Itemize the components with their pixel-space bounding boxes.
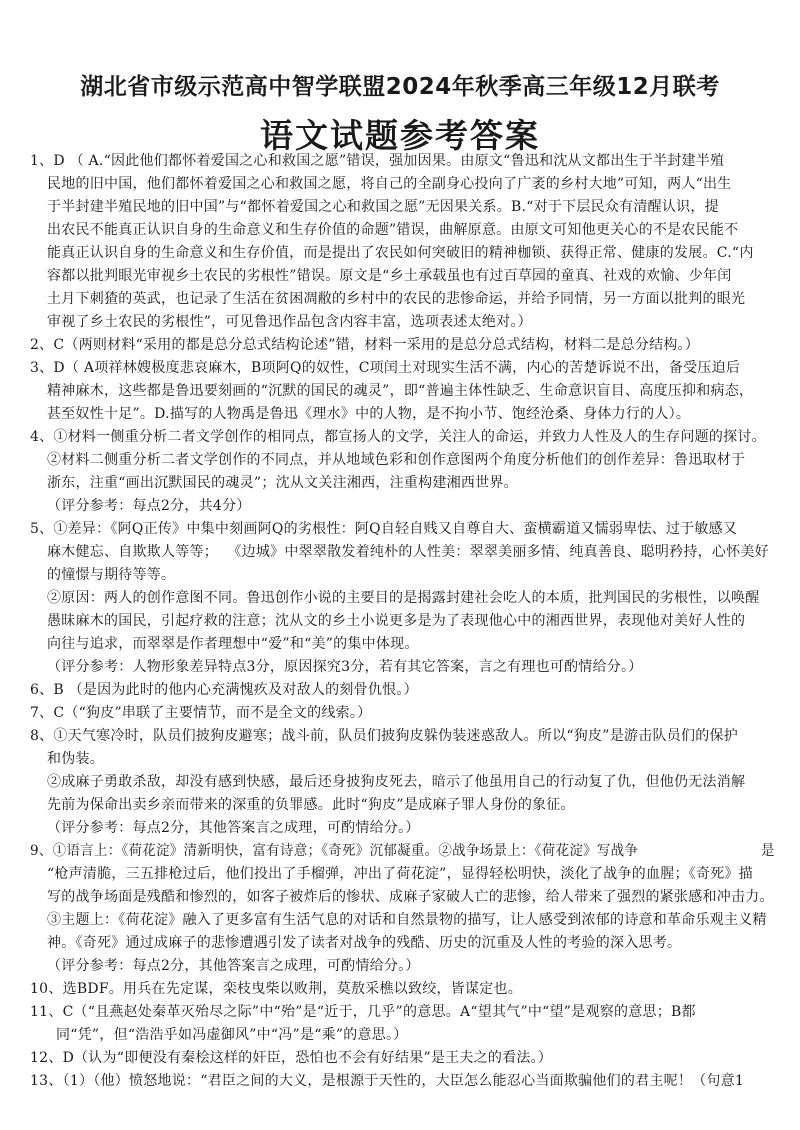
answer-q12-line-1: 12、D（认为“即便没有秦桧这样的奸臣，恐怕也不会有好结果”是王夫之的看法。） (30, 1050, 553, 1066)
answer-q5-line-2: 麻木健忘、自欺欺人等等； 《边城》中翠翠散发着纯朴的人性美：翠翠美丽多情、纯真善良、聪明矜持，心怀美好 (47, 544, 769, 560)
answer-q8-line-4: 先前为保命出卖乡亲而带来的深重的负罪感。此时“狗皮”是成麻子罪人身份的象征。 (47, 797, 575, 813)
answer-q8-line-3: ②成麻子勇敢杀敌，却没有感到快感，最后还身披狗皮死去，暗示了他虽用自己的行动复了仇，但他仍无法消解 (47, 774, 746, 790)
answer-q2-line-1: 2、C（两则材料“采用的都是总分总式结构论述”错，材料一采用的是总分总式结构，材料二是总分结构。） (30, 337, 700, 353)
answer-q5-scoring: （评分参考：人物形象差异特点3分，原因探究3分，若有其它答案，言之有理也可酌情给分。） (47, 659, 643, 675)
answer-q7-line-1: 7、C（“狗皮”串联了主要情节，而不是全文的线索。） (30, 705, 372, 721)
answer-q10-line-1: 10、选BDF。用兵在先定谋，栾枝曳柴以败荆，莫敖采樵以致绞，皆谋定也。 (30, 981, 523, 997)
answer-q8-line-1: 8、①天气寒冷时，队员们披狗皮避寒；战斗前，队员们披狗皮躲伪装迷惑敌人。所以“狗皮”是游击队员们的保护 (30, 728, 738, 744)
answer-q3-line-2: 精神麻木，这些都是鲁迅要刻画的“沉默的国民的魂灵”，即“普遍主体性缺乏、生命意识盲目、高度压抑和病态， (47, 383, 754, 399)
answer-q1-line-7: 土月下刺猹的英武，也记录了生活在贫困凋敝的乡村中的农民的悲惨命运，并给予同情，另一方面以批判的眼光 (47, 291, 746, 307)
answer-q9-line-4: ③主题上：《荷花淀》融入了更多富有生活气息的对话和自然景物的描写，让人感受到浓郁的诗意和革命乐观主义精 (47, 912, 767, 928)
answer-q1-line-3: 于半封建半殖民地的旧中国”与“都怀着爱国之心和救国之愿”无因果关系。B.“对于下层民众有清醒认识，提 (47, 199, 719, 215)
answer-q11-line-2: 同“凭”，但“浩浩乎如冯虚御风”中“冯”是“乘”的意思。） (56, 1027, 408, 1043)
answer-q3-line-3: 甚至奴性十足”。D.描写的人物禹是鲁迅《理水》中的人物，是不拘小节、饱经沧桑、身体力行的人）。 (47, 406, 691, 422)
document-title: 语文试题参考答案 (260, 116, 540, 155)
answer-q5-line-5: 愚昧麻木的国民，引起疗救的注意；沈从文的乡土小说更多是为了表现他心中的湘西世界，表现他对美好人性的 (47, 613, 746, 629)
answer-q4-line-1: 4、①材料一侧重分析二者文学创作的相同点，都宣扬人的文学，关注人的命运，并致力人性及人的生存问题的探讨。 (30, 429, 766, 445)
answer-q1-line-6: 容都以批判眼光审视乡土农民的劣根性”错误。原文是“乡土承载虽也有过百草园的童真、社戏的欢愉、少年闰 (47, 268, 732, 284)
answer-q5-line-3: 的憧憬与期待等等。 (47, 567, 176, 583)
answer-q6-line-1: 6、B （是因为此时的他内心充满愧疚及对敌人的刻骨仇恨。） (30, 682, 418, 698)
answer-q9-line-5: 神。《奇死》通过成麻子的悲惨遭遇引发了读者对战争的残酷、历史的沉重及人性的考验的深入思考。 (47, 935, 682, 951)
answer-q8-line-2: 和伪装。 (47, 751, 104, 767)
answer-q1-line-5: 能真正认识自身的生命意义和生存价值，而是提出了农民如何突破旧的精神枷锁、获得正常、健康的发展。C.“内 (47, 245, 754, 261)
answer-q9-line-3: 写的战争场面是残酷和惨烈的，如客子被炸后的惨状、成麻子家破人亡的悲惨，给人带来了强烈的紧张感和冲击力。 (47, 889, 774, 905)
answer-q5-line-6: 向往与追求，而翠翠是作者理想中“爱”和“美”的集中体现。 (47, 636, 419, 652)
answer-q8-scoring: （评分参考：每点2分，其他答案言之成理，可酌情给分。） (47, 820, 420, 836)
answer-q1-line-2: 民地的旧中国，他们都怀着爱国之心和救国之愿，将自己的全副身心投向了广袤的乡村大地”可知，两人“出生 (47, 176, 732, 192)
answer-q4-line-3: 浙东，注重“画出沉默国民的魂灵”；沈从文关注湘西，注重构建湘西世界。 (47, 475, 518, 491)
answer-q13-line-1: 13、（1）（他）愤怒地说：“君臣之间的大义，是根源于天性的，大臣怎么能忍心当面欺骗他们的君主呢！（句意1 (30, 1073, 745, 1089)
answer-q1-line-1: 1、D （ A.“因此他们都怀着爱国之心和救国之愿”错误，强加因果。由原文“鲁迅和沈从文都出生于半封建半殖 (30, 153, 725, 169)
answer-q1-line-4: 出农民不能真正认识自身的生命意义和生存价值的命题”错误，曲解原意。由原文可知他更关心的不是农民能不 (47, 222, 739, 238)
answer-q3-line-1: 3、D（ A项祥林嫂极度悲哀麻木，B项阿Q的奴性，C项闰土对现实生活不满，内心的苦楚诉说不出，备受压迫后 (30, 360, 741, 376)
exam-title: 湖北省市级示范高中智学联盟2024年秋季高三年级12月联考 (80, 74, 720, 100)
answer-q9-scoring: （评分参考：每点2分，其他答案言之成理，可酌情给分。） (47, 958, 420, 974)
answer-q11-line-1: 11、C（“且燕赵处秦革灭殆尽之际”中“殆”是“近于，几乎”的意思。A“望其气”中“望”是观察的意思；B都 (30, 1004, 696, 1020)
answer-q9-line-2: “枪声清脆，三五排枪过后，他们投出了手榴弹，冲出了荷花淀”，显得轻松明快，淡化了战争的血腥；《奇死》描 (47, 866, 754, 882)
answer-q4-scoring: （评分参考：每点2分，共4分） (47, 498, 251, 514)
answer-q1-line-8: 审视了乡土农民的劣根性”，可见鲁迅作品包含内容丰富，选项表述太绝对。） (47, 314, 532, 330)
answer-q5-line-4: ②原因：两人的创作意图不同。鲁迅创作小说的主要目的是揭露封建社会吃人的本质，批判国民的劣根性，以唤醒 (47, 590, 760, 606)
answer-q4-line-2: ②材料二侧重分析二者文学创作的不同点，并从地域色彩和创作意图两个角度分析他们的创作差异：鲁迅取材于 (47, 452, 746, 468)
answer-q5-line-1: 5、①差异：《阿Q正传》中集中刻画阿Q的劣根性：阿Q自轻自贱又自尊自大、蛮横霸道又懦弱卑怯、过于敏感又 (30, 521, 738, 537)
answer-q9-line-1: 9、①语言上：《荷花淀》清新明快，富有诗意；《奇死》沉郁凝重。②战争场景上：《荷花淀》写战争 是 (30, 843, 775, 859)
